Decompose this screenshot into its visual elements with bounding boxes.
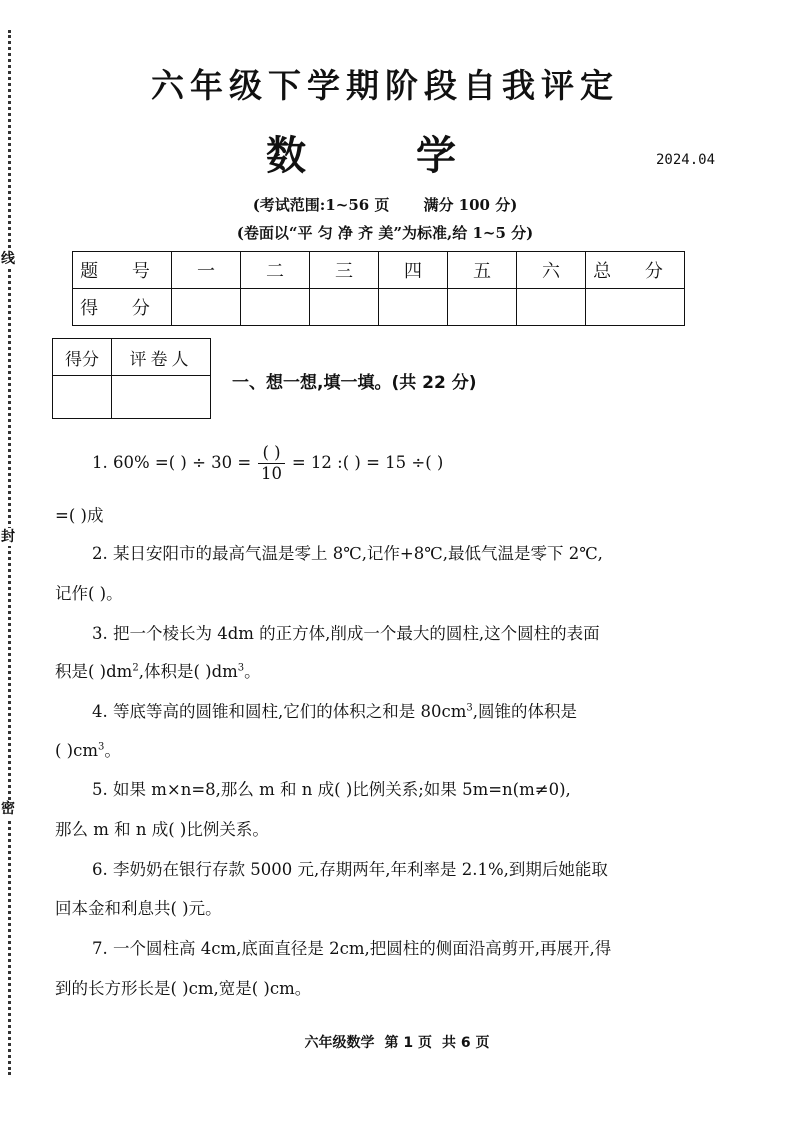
question-7-line-1: 7. 一个圆柱高 4cm,底面直径是 2cm,把圆柱的侧面沿高剪开,再展开,得: [92, 939, 612, 958]
q4-blank: ( )cm: [55, 741, 99, 760]
q1-fraction-numerator: ( ): [258, 443, 284, 464]
q1-fraction-denominator: 10: [261, 464, 283, 483]
col-3: 三: [310, 252, 379, 289]
binding-char-secret: 密: [1, 801, 15, 817]
neatness-note: (卷面以“平 匀 净 齐 美”为标准,给 1~5 分): [236, 224, 534, 242]
col-5: 五: [448, 252, 517, 289]
score-cell-5[interactable]: [448, 289, 517, 326]
question-2-line-1: 2. 某日安阳市的最高气温是零上 8℃,记作+8℃,最低气温是零下 2℃,: [92, 544, 603, 563]
q3-volume-blank: ,体积是( )dm: [138, 662, 238, 681]
footer-page: 第 1 页: [384, 1035, 432, 1051]
col-2: 二: [241, 252, 310, 289]
question-1-line-2: =( )成: [55, 506, 104, 525]
full-score: 满分 100 分): [423, 196, 518, 214]
q4-blank-unit-exponent: 3: [98, 741, 105, 753]
binding-char-seal: 封: [1, 529, 15, 545]
question-3-line-2: [55, 658, 261, 682]
exam-date: 2024.04: [656, 152, 716, 168]
exam-scope-note: [0, 194, 770, 215]
col-6: 六: [517, 252, 586, 289]
grader-name-label: 评卷人: [112, 339, 211, 376]
question-6-line-1: 6. 李奶奶在银行存款 5000 元,存期两年,年利率是 2.1%,到期后她能取: [92, 860, 608, 879]
q3-area-unit-exponent: 2: [132, 662, 139, 674]
question-7-line-2: 到的长方形长是( )cm,宽是( )cm。: [55, 979, 312, 998]
score-cell-3[interactable]: [310, 289, 379, 326]
question-6-line-2: 回本金和利息共( )元。: [55, 899, 222, 918]
q1-part-b: = 12 :( ) = 15 ÷( ): [291, 453, 444, 472]
score-cell-2[interactable]: [241, 289, 310, 326]
q4-unit-exponent: 3: [466, 702, 473, 714]
footer-grade-subject: 六年级数学: [304, 1035, 375, 1051]
section-1-title: 一、想一想,填一填。(共 22 分): [232, 373, 477, 393]
footer-total-pages: 共 6 页: [442, 1035, 490, 1051]
grader-score-label: 得分: [53, 339, 112, 376]
q1-fraction: [258, 443, 284, 484]
question-number-label: 题 号: [73, 252, 172, 289]
q3-area-blank: 积是( )dm: [55, 662, 133, 681]
question-2-line-2: 记作( )。: [55, 584, 123, 603]
q3-end: 。: [244, 662, 261, 681]
col-1: 一: [172, 252, 241, 289]
q4-text-a: 4. 等底等高的圆锥和圆柱,它们的体积之和是 80cm: [92, 702, 467, 721]
exam-title: 六年级下学期阶段自我评定: [151, 66, 619, 105]
subject-title: 数 学: [266, 133, 504, 179]
score-label: 得 分: [73, 289, 172, 326]
question-5-line-1: 5. 如果 m×n=8,那么 m 和 n 成( )比例关系;如果 5m=n(m≠0),: [92, 780, 571, 799]
exam-scope: (考试范围:1~56 页: [252, 196, 390, 214]
grader-name-cell[interactable]: [112, 376, 211, 419]
score-table: [72, 251, 685, 326]
q1-part-a: 1. 60% =( ) ÷ 30 =: [92, 453, 252, 472]
grader-box: [52, 338, 211, 419]
score-table-score-row: [73, 289, 685, 326]
question-4-line-1: [92, 698, 577, 722]
page-footer: [0, 1032, 794, 1052]
binding-dotted-line: [8, 30, 11, 1075]
score-cell-1[interactable]: [172, 289, 241, 326]
question-1-line-1: [92, 443, 443, 484]
q3-volume-unit-exponent: 3: [237, 662, 245, 674]
score-cell-total[interactable]: [586, 289, 685, 326]
question-3-line-1: 3. 把一个棱长为 4dm 的正方体,削成一个最大的圆柱,这个圆柱的表面: [92, 624, 600, 643]
binding-char-line: 线: [1, 251, 15, 267]
question-4-line-2: [55, 737, 121, 761]
grader-score-cell[interactable]: [53, 376, 112, 419]
total-label: 总 分: [586, 252, 685, 289]
q4-text-b: ,圆锥的体积是: [472, 702, 577, 721]
score-cell-4[interactable]: [379, 289, 448, 326]
q4-end: 。: [104, 741, 121, 760]
score-table-header-row: [73, 252, 685, 289]
col-4: 四: [379, 252, 448, 289]
score-cell-6[interactable]: [517, 289, 586, 326]
question-5-line-2: 那么 m 和 n 成( )比例关系。: [55, 820, 269, 839]
